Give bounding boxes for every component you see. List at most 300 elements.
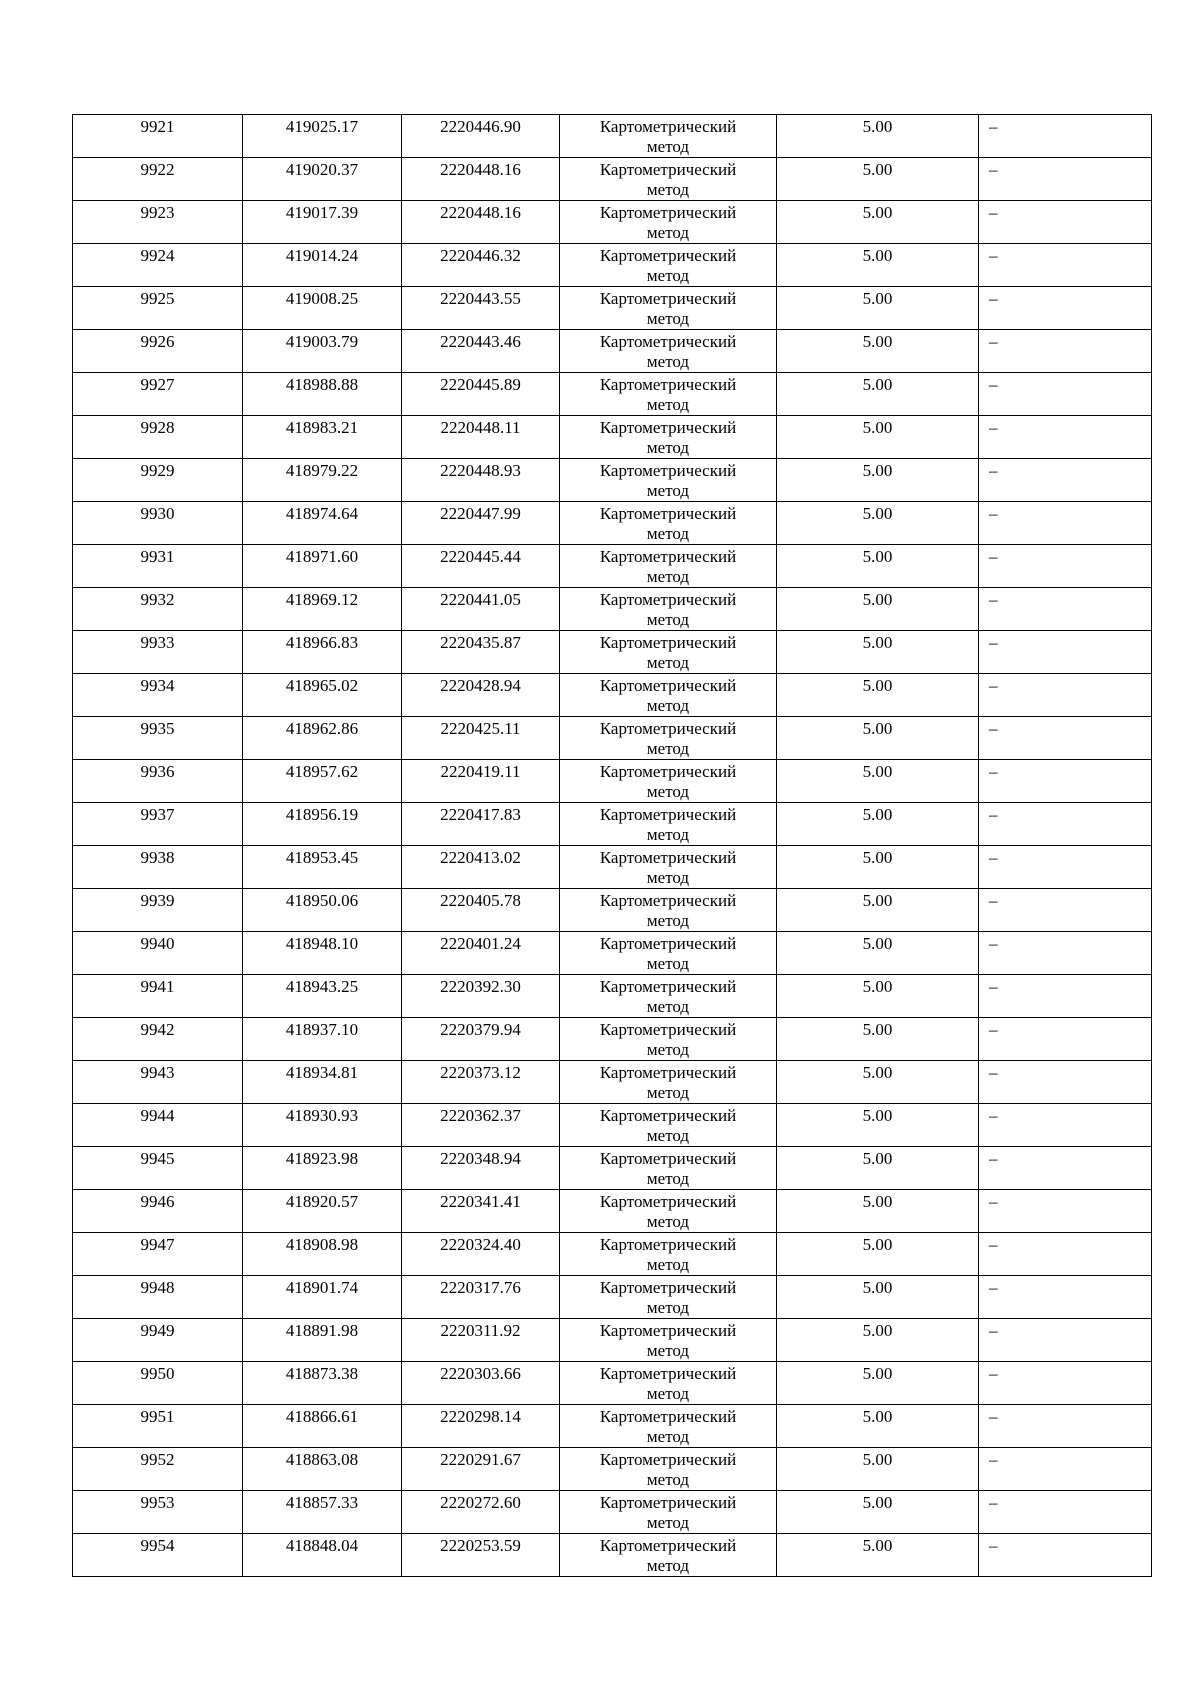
method-line-2: метод	[646, 1040, 690, 1059]
method-line-2: метод	[646, 782, 690, 801]
point-number-cell	[73, 1233, 243, 1276]
y-coordinate-cell-text: 2220441.05	[440, 590, 521, 609]
table-row	[73, 760, 1152, 803]
y-coordinate-cell-text: 2220428.94	[440, 676, 521, 695]
description-cell-text: –	[989, 504, 998, 523]
description-cell	[979, 760, 1152, 803]
method-cell	[560, 1018, 777, 1061]
method-line-2: метод	[646, 954, 690, 973]
method-line-1: Картометрический	[599, 676, 737, 695]
y-coordinate-cell-text: 2220445.89	[440, 375, 521, 394]
accuracy-cell	[777, 760, 979, 803]
method-cell	[560, 975, 777, 1018]
x-coordinate-cell-text: 418857.33	[285, 1493, 359, 1512]
accuracy-cell	[777, 975, 979, 1018]
description-cell-text: –	[989, 1235, 998, 1254]
method-line-2: метод	[646, 223, 690, 242]
description-cell	[979, 330, 1152, 373]
point-number-cell-text: 9943	[140, 1063, 175, 1082]
point-number-cell-text: 9941	[140, 977, 175, 996]
x-coordinate-cell	[243, 244, 402, 287]
x-coordinate-cell	[243, 545, 402, 588]
y-coordinate-cell-text: 2220419.11	[440, 762, 521, 781]
point-number-cell-text: 9932	[140, 590, 175, 609]
accuracy-cell-text: 5.00	[862, 1407, 893, 1426]
x-coordinate-cell-text: 418971.60	[285, 547, 359, 566]
x-coordinate-cell-text: 418873.38	[285, 1364, 359, 1383]
y-coordinate-cell-text: 2220348.94	[440, 1149, 521, 1168]
x-coordinate-cell-text: 419014.24	[285, 246, 359, 265]
accuracy-cell-text: 5.00	[862, 1020, 893, 1039]
point-number-cell	[73, 932, 243, 975]
description-cell-text: –	[989, 289, 998, 308]
method-line-1: Картометрический	[599, 246, 737, 265]
x-coordinate-cell-text: 418934.81	[285, 1063, 359, 1082]
description-cell	[979, 201, 1152, 244]
description-cell-text: –	[989, 719, 998, 738]
description-cell	[979, 459, 1152, 502]
table-row	[73, 1362, 1152, 1405]
table-row	[73, 545, 1152, 588]
table-row	[73, 1448, 1152, 1491]
method-line-2: метод	[646, 567, 690, 586]
method-cell	[560, 932, 777, 975]
description-cell-text: –	[989, 1192, 998, 1211]
x-coordinate-cell-text: 418908.98	[285, 1235, 359, 1254]
description-cell	[979, 1104, 1152, 1147]
accuracy-cell	[777, 803, 979, 846]
accuracy-cell-text: 5.00	[862, 762, 893, 781]
method-line-2: метод	[646, 1341, 690, 1360]
method-line-1: Картометрический	[599, 805, 737, 824]
description-cell-text: –	[989, 1450, 998, 1469]
x-coordinate-cell-text: 418988.88	[285, 375, 359, 394]
y-coordinate-cell-text: 2220413.02	[440, 848, 521, 867]
description-cell	[979, 287, 1152, 330]
y-coordinate-cell	[402, 1018, 560, 1061]
x-coordinate-cell	[243, 1147, 402, 1190]
accuracy-cell-text: 5.00	[862, 1321, 893, 1340]
description-cell-text: –	[989, 117, 998, 136]
method-line-2: метод	[646, 1556, 690, 1575]
table-row	[73, 889, 1152, 932]
method-cell	[560, 1276, 777, 1319]
point-number-cell-text: 9942	[140, 1020, 175, 1039]
method-cell	[560, 674, 777, 717]
method-line-1: Картометрический	[599, 934, 737, 953]
point-number-cell	[73, 373, 243, 416]
accuracy-cell	[777, 1362, 979, 1405]
description-cell	[979, 846, 1152, 889]
x-coordinate-cell	[243, 1061, 402, 1104]
point-number-cell-text: 9924	[140, 246, 175, 265]
x-coordinate-cell-text: 419025.17	[285, 117, 359, 136]
description-cell-text: –	[989, 418, 998, 437]
accuracy-cell	[777, 1319, 979, 1362]
point-number-cell-text: 9936	[140, 762, 175, 781]
method-line-2: метод	[646, 1083, 690, 1102]
x-coordinate-cell	[243, 1534, 402, 1577]
x-coordinate-cell	[243, 975, 402, 1018]
accuracy-cell	[777, 846, 979, 889]
point-number-cell-text: 9947	[140, 1235, 175, 1254]
method-cell	[560, 287, 777, 330]
description-cell-text: –	[989, 375, 998, 394]
method-cell	[560, 502, 777, 545]
point-number-cell	[73, 588, 243, 631]
point-number-cell-text: 9953	[140, 1493, 175, 1512]
y-coordinate-cell-text: 2220324.40	[440, 1235, 521, 1254]
point-number-cell-text: 9939	[140, 891, 175, 910]
y-coordinate-cell	[402, 889, 560, 932]
method-line-1: Картометрический	[599, 1149, 737, 1168]
method-line-1: Картометрический	[599, 1493, 737, 1512]
y-coordinate-cell-text: 2220443.46	[440, 332, 521, 351]
method-cell	[560, 1190, 777, 1233]
y-coordinate-cell	[402, 115, 560, 158]
y-coordinate-cell-text: 2220448.11	[440, 418, 521, 437]
x-coordinate-cell	[243, 760, 402, 803]
method-line-1: Картометрический	[599, 1450, 737, 1469]
y-coordinate-cell	[402, 1276, 560, 1319]
x-coordinate-cell-text: 418974.64	[285, 504, 359, 523]
y-coordinate-cell-text: 2220317.76	[440, 1278, 521, 1297]
method-line-1: Картометрический	[599, 117, 737, 136]
table-row	[73, 846, 1152, 889]
x-coordinate-cell	[243, 1233, 402, 1276]
description-cell-text: –	[989, 848, 998, 867]
y-coordinate-cell-text: 2220425.11	[440, 719, 521, 738]
method-cell	[560, 1362, 777, 1405]
description-cell	[979, 803, 1152, 846]
method-line-2: метод	[646, 395, 690, 414]
y-coordinate-cell-text: 2220443.55	[440, 289, 521, 308]
x-coordinate-cell	[243, 932, 402, 975]
method-line-2: метод	[646, 1384, 690, 1403]
accuracy-cell-text: 5.00	[862, 805, 893, 824]
x-coordinate-cell	[243, 330, 402, 373]
x-coordinate-cell	[243, 416, 402, 459]
point-number-cell	[73, 674, 243, 717]
y-coordinate-cell	[402, 244, 560, 287]
method-cell	[560, 889, 777, 932]
x-coordinate-cell-text: 418966.83	[285, 633, 359, 652]
method-cell	[560, 459, 777, 502]
method-line-1: Картометрический	[599, 590, 737, 609]
description-cell	[979, 1319, 1152, 1362]
point-number-cell-text: 9950	[140, 1364, 175, 1383]
table-row	[73, 115, 1152, 158]
accuracy-cell-text: 5.00	[862, 418, 893, 437]
y-coordinate-cell	[402, 846, 560, 889]
accuracy-cell	[777, 1276, 979, 1319]
description-cell-text: –	[989, 203, 998, 222]
y-coordinate-cell	[402, 975, 560, 1018]
description-cell	[979, 631, 1152, 674]
method-cell	[560, 717, 777, 760]
table-row	[73, 1534, 1152, 1577]
x-coordinate-cell-text: 418863.08	[285, 1450, 359, 1469]
table-row	[73, 1104, 1152, 1147]
description-cell	[979, 244, 1152, 287]
accuracy-cell	[777, 330, 979, 373]
method-line-2: метод	[646, 352, 690, 371]
method-cell	[560, 545, 777, 588]
description-cell-text: –	[989, 1493, 998, 1512]
description-cell-text: –	[989, 246, 998, 265]
method-line-1: Картометрический	[599, 633, 737, 652]
method-cell	[560, 1319, 777, 1362]
x-coordinate-cell	[243, 158, 402, 201]
point-number-cell	[73, 1061, 243, 1104]
accuracy-cell	[777, 717, 979, 760]
x-coordinate-cell	[243, 459, 402, 502]
x-coordinate-cell-text: 418948.10	[285, 934, 359, 953]
method-cell	[560, 1061, 777, 1104]
description-cell-text: –	[989, 676, 998, 695]
point-number-cell	[73, 631, 243, 674]
x-coordinate-cell	[243, 1276, 402, 1319]
point-number-cell-text: 9946	[140, 1192, 175, 1211]
description-cell-text: –	[989, 1321, 998, 1340]
method-line-1: Картометрический	[599, 977, 737, 996]
y-coordinate-cell	[402, 1405, 560, 1448]
description-cell	[979, 115, 1152, 158]
method-cell	[560, 1448, 777, 1491]
x-coordinate-cell	[243, 1448, 402, 1491]
point-number-cell-text: 9954	[140, 1536, 175, 1555]
description-cell-text: –	[989, 1536, 998, 1555]
method-line-2: метод	[646, 997, 690, 1016]
table-row	[73, 717, 1152, 760]
description-cell-text: –	[989, 160, 998, 179]
x-coordinate-cell-text: 418943.25	[285, 977, 359, 996]
x-coordinate-cell	[243, 1362, 402, 1405]
x-coordinate-cell-text: 418983.21	[285, 418, 359, 437]
accuracy-cell	[777, 1104, 979, 1147]
accuracy-cell-text: 5.00	[862, 891, 893, 910]
table-row	[73, 373, 1152, 416]
point-number-cell-text: 9938	[140, 848, 175, 867]
method-line-2: метод	[646, 266, 690, 285]
accuracy-cell-text: 5.00	[862, 1493, 893, 1512]
y-coordinate-cell	[402, 545, 560, 588]
x-coordinate-cell-text: 418891.98	[285, 1321, 359, 1340]
accuracy-cell-text: 5.00	[862, 934, 893, 953]
x-coordinate-cell-text: 418950.06	[285, 891, 359, 910]
accuracy-cell-text: 5.00	[862, 461, 893, 480]
accuracy-cell	[777, 545, 979, 588]
accuracy-cell	[777, 1061, 979, 1104]
point-number-cell	[73, 244, 243, 287]
table-row	[73, 932, 1152, 975]
accuracy-cell	[777, 416, 979, 459]
method-line-2: метод	[646, 868, 690, 887]
accuracy-cell-text: 5.00	[862, 547, 893, 566]
accuracy-cell	[777, 1405, 979, 1448]
table-row	[73, 1233, 1152, 1276]
accuracy-cell-text: 5.00	[862, 1364, 893, 1383]
point-number-cell	[73, 1147, 243, 1190]
accuracy-cell	[777, 889, 979, 932]
accuracy-cell-text: 5.00	[862, 1063, 893, 1082]
description-cell	[979, 1147, 1152, 1190]
method-cell	[560, 1405, 777, 1448]
method-cell	[560, 201, 777, 244]
x-coordinate-cell-text: 418930.93	[285, 1106, 359, 1125]
y-coordinate-cell	[402, 1233, 560, 1276]
accuracy-cell	[777, 502, 979, 545]
description-cell-text: –	[989, 1364, 998, 1383]
point-number-cell	[73, 1491, 243, 1534]
description-cell	[979, 1233, 1152, 1276]
description-cell-text: –	[989, 1063, 998, 1082]
x-coordinate-cell	[243, 588, 402, 631]
method-line-2: метод	[646, 610, 690, 629]
method-line-2: метод	[646, 1212, 690, 1231]
table-row	[73, 1276, 1152, 1319]
accuracy-cell	[777, 158, 979, 201]
y-coordinate-cell	[402, 803, 560, 846]
method-line-2: метод	[646, 739, 690, 758]
method-line-2: метод	[646, 524, 690, 543]
y-coordinate-cell-text: 2220447.99	[440, 504, 521, 523]
method-line-2: метод	[646, 1513, 690, 1532]
x-coordinate-cell-text: 418866.61	[285, 1407, 359, 1426]
point-number-cell	[73, 1448, 243, 1491]
description-cell	[979, 1018, 1152, 1061]
method-cell	[560, 588, 777, 631]
point-number-cell-text: 9948	[140, 1278, 175, 1297]
accuracy-cell	[777, 674, 979, 717]
method-cell	[560, 1534, 777, 1577]
accuracy-cell-text: 5.00	[862, 590, 893, 609]
y-coordinate-cell	[402, 760, 560, 803]
accuracy-cell	[777, 459, 979, 502]
point-number-cell	[73, 502, 243, 545]
y-coordinate-cell-text: 2220446.90	[440, 117, 521, 136]
x-coordinate-cell-text: 418965.02	[285, 676, 359, 695]
method-line-1: Картометрический	[599, 1278, 737, 1297]
description-cell	[979, 502, 1152, 545]
x-coordinate-cell	[243, 1018, 402, 1061]
description-cell	[979, 588, 1152, 631]
point-number-cell-text: 9949	[140, 1321, 175, 1340]
table-row	[73, 1061, 1152, 1104]
y-coordinate-cell-text: 2220405.78	[440, 891, 521, 910]
accuracy-cell	[777, 1190, 979, 1233]
method-cell	[560, 158, 777, 201]
accuracy-cell-text: 5.00	[862, 504, 893, 523]
method-line-1: Картометрический	[599, 891, 737, 910]
y-coordinate-cell-text: 2220362.37	[440, 1106, 521, 1125]
description-cell-text: –	[989, 547, 998, 566]
accuracy-cell-text: 5.00	[862, 1149, 893, 1168]
point-number-cell-text: 9951	[140, 1407, 175, 1426]
method-cell	[560, 1491, 777, 1534]
method-line-2: метод	[646, 696, 690, 715]
method-line-1: Картометрический	[599, 1106, 737, 1125]
point-number-cell-text: 9928	[140, 418, 175, 437]
point-number-cell-text: 9929	[140, 461, 175, 480]
table-row	[73, 416, 1152, 459]
y-coordinate-cell-text: 2220448.93	[440, 461, 521, 480]
point-number-cell-text: 9935	[140, 719, 175, 738]
point-number-cell	[73, 1534, 243, 1577]
method-line-2: метод	[646, 825, 690, 844]
method-line-1: Картометрический	[599, 1407, 737, 1426]
y-coordinate-cell-text: 2220445.44	[440, 547, 521, 566]
table-row	[73, 244, 1152, 287]
accuracy-cell-text: 5.00	[862, 719, 893, 738]
accuracy-cell	[777, 201, 979, 244]
accuracy-cell	[777, 1534, 979, 1577]
x-coordinate-cell	[243, 373, 402, 416]
accuracy-cell	[777, 588, 979, 631]
y-coordinate-cell-text: 2220272.60	[440, 1493, 521, 1512]
accuracy-cell-text: 5.00	[862, 977, 893, 996]
y-coordinate-cell	[402, 1147, 560, 1190]
x-coordinate-cell-text: 418937.10	[285, 1020, 359, 1039]
description-cell-text: –	[989, 1106, 998, 1125]
accuracy-cell	[777, 1448, 979, 1491]
description-cell-text: –	[989, 977, 998, 996]
table-row	[73, 502, 1152, 545]
point-number-cell	[73, 330, 243, 373]
point-number-cell-text: 9927	[140, 375, 175, 394]
x-coordinate-cell	[243, 717, 402, 760]
y-coordinate-cell	[402, 502, 560, 545]
table-row	[73, 803, 1152, 846]
description-cell-text: –	[989, 461, 998, 480]
method-line-1: Картометрический	[599, 1364, 737, 1383]
y-coordinate-cell	[402, 932, 560, 975]
y-coordinate-cell	[402, 588, 560, 631]
description-cell	[979, 1276, 1152, 1319]
method-cell	[560, 1104, 777, 1147]
coordinates-table-body	[73, 115, 1152, 1577]
description-cell	[979, 1190, 1152, 1233]
y-coordinate-cell	[402, 158, 560, 201]
y-coordinate-cell-text: 2220448.16	[440, 203, 521, 222]
accuracy-cell-text: 5.00	[862, 332, 893, 351]
x-coordinate-cell-text: 419020.37	[285, 160, 359, 179]
y-coordinate-cell-text: 2220311.92	[440, 1321, 521, 1340]
y-coordinate-cell	[402, 330, 560, 373]
x-coordinate-cell-text: 418979.22	[285, 461, 359, 480]
x-coordinate-cell	[243, 502, 402, 545]
x-coordinate-cell-text: 418953.45	[285, 848, 359, 867]
method-line-2: метод	[646, 1470, 690, 1489]
method-line-1: Картометрический	[599, 1536, 737, 1555]
description-cell-text: –	[989, 332, 998, 351]
method-cell	[560, 244, 777, 287]
x-coordinate-cell	[243, 631, 402, 674]
table-row	[73, 201, 1152, 244]
y-coordinate-cell-text: 2220392.30	[440, 977, 521, 996]
description-cell-text: –	[989, 1407, 998, 1426]
y-coordinate-cell	[402, 287, 560, 330]
description-cell	[979, 373, 1152, 416]
point-number-cell	[73, 1190, 243, 1233]
description-cell	[979, 545, 1152, 588]
description-cell-text: –	[989, 590, 998, 609]
table-row	[73, 1018, 1152, 1061]
table-row	[73, 1491, 1152, 1534]
method-line-1: Картометрический	[599, 1020, 737, 1039]
accuracy-cell-text: 5.00	[862, 676, 893, 695]
point-number-cell-text: 9934	[140, 676, 175, 695]
